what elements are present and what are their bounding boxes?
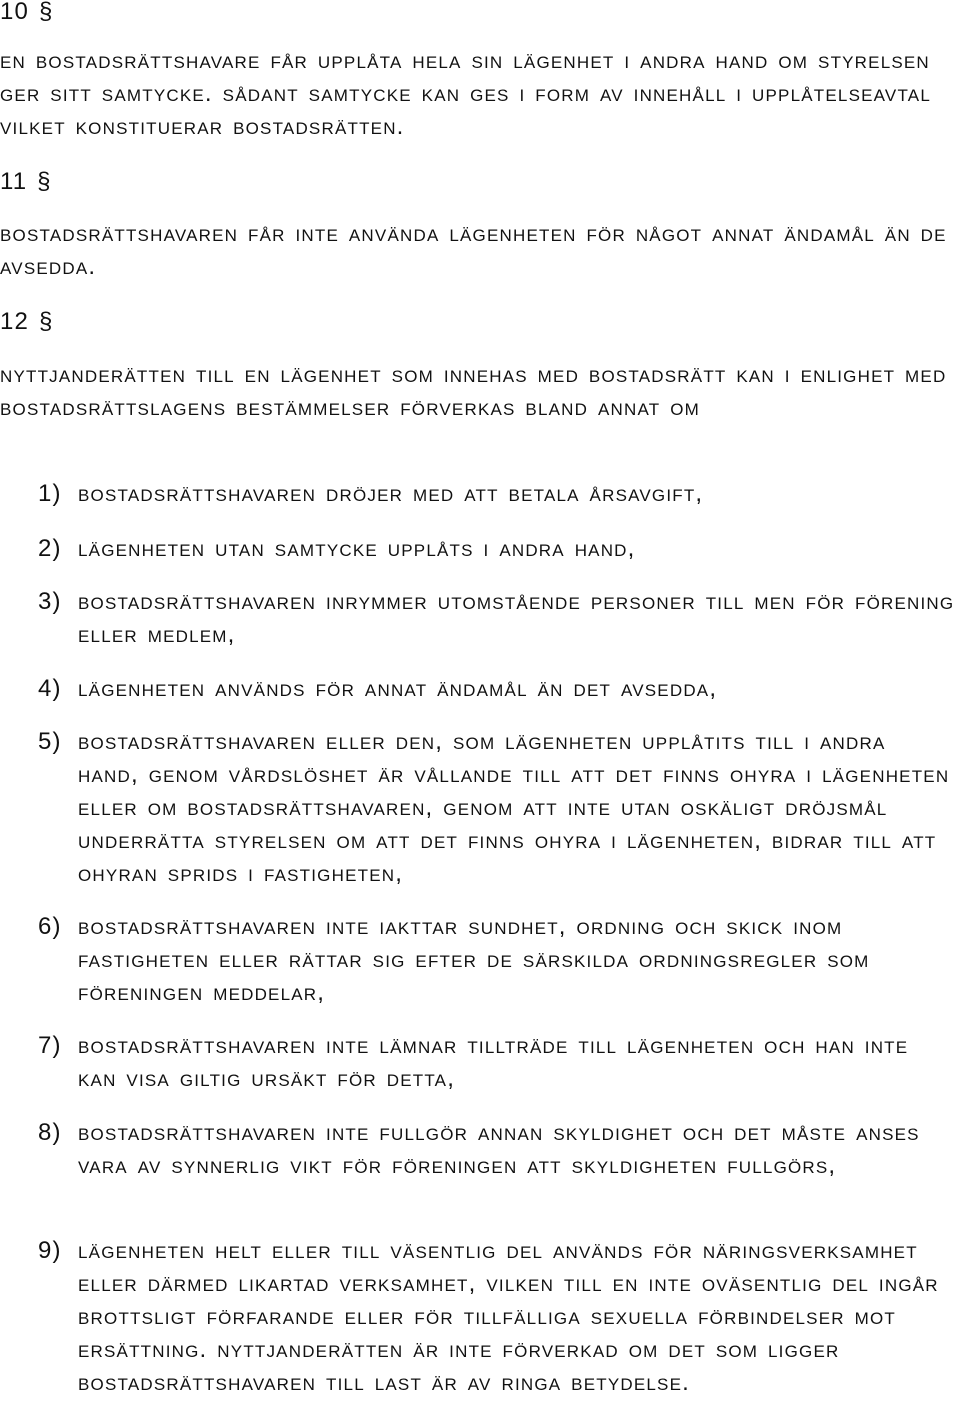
list-item-text: lägenheten helt eller till väsentlig del används för näringsverksamhet eller därmed likartad verksamhet, vilken till en inte oväsentlig del ingår brottsligt förfarande eller för tillfälliga sexuella förbindelser mot ersättning. nyttjanderätten är inte förverkad om det som ligger bostadsrättshavaren till last är av ringa betydelse. <box>78 1237 939 1396</box>
list-item-number: 7) <box>38 1032 62 1059</box>
list-item-text: bostadsrättshavaren inte fullgör annan skyldighet och det måste anses vara av synnerlig vikt för föreningen att skyldigheten fullgörs, <box>78 1119 920 1179</box>
section-text-12: nyttjanderätten till en lägenhet som innehas med bostadsrätt kan i enlighet med bostadsrättslagens bestämmelser förverkas bland annat om <box>0 361 947 421</box>
list-item-text: lägenheten används för annat ändamål än det avsedda, <box>78 675 718 702</box>
section-text-10: en bostadsrättshavare får upplåta hela sin lägenhet i andra hand om styrelsen ger sitt samtycke. sådant samtycke kan ges i form av innehåll i upplåtelseavtal vilket konstituerar bostadsrätten. <box>0 47 931 140</box>
list-item-number: 8) <box>38 1119 62 1146</box>
list-item-text: bostadsrättshavaren inte lämnar tillträde till lägenheten och han inte kan visa giltig ursäkt för detta, <box>78 1032 909 1092</box>
section-heading-11: 11 § <box>0 168 52 195</box>
list-item-text: bostadsrättshavaren inrymmer utomstående personer till men för förening eller medlem, <box>78 588 955 648</box>
list-item-text: bostadsrättshavaren inte iakttar sundhet, ordning och skick inom fastigheten eller rättar sig efter de särskilda ordningsregler som föreningen meddelar, <box>78 913 870 1006</box>
list-item-number: 1) <box>38 480 62 507</box>
list-item-number: 6) <box>38 913 62 940</box>
list-item-number: 4) <box>38 675 62 702</box>
list-item-text: bostadsrättshavaren eller den, som lägenheten upplåtits till i andra hand, genom vårdslöshet är vållande till att det finns ohyra i lägenheten eller om bostadsrättshavaren, genom att inte utan oskäligt dröjsmål underrätta styrelsen om att det finns ohyra i lägenheten, bidrar till att ohyran sprids i fastigheten, <box>78 728 950 887</box>
list-item-number: 5) <box>38 728 62 755</box>
section-heading-10: 10 § <box>0 0 54 25</box>
list-item-number: 2) <box>38 535 62 562</box>
list-item-number: 3) <box>38 588 62 615</box>
list-item-number: 9) <box>38 1237 62 1264</box>
list-item-text: lägenheten utan samtycke upplåts i andra hand, <box>78 535 636 562</box>
section-heading-12: 12 § <box>0 308 54 335</box>
section-text-11: bostadsrättshavaren får inte använda lägenheten för något annat ändamål än de avsedda. <box>0 220 947 280</box>
list-item-text: bostadsrättshavaren dröjer med att betala årsavgift, <box>78 480 704 507</box>
